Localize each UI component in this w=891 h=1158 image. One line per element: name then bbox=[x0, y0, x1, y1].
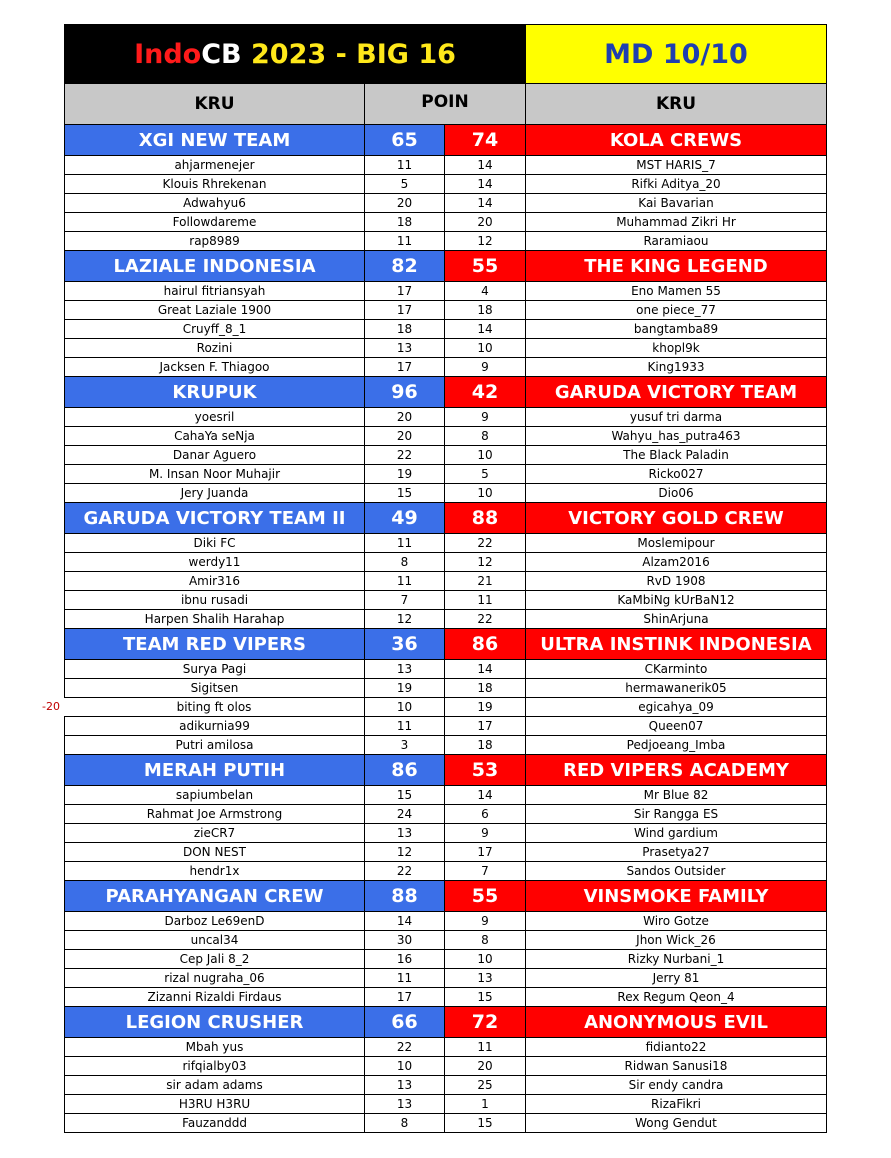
home-player-name: sapiumbelan bbox=[64, 786, 365, 804]
away-player-name: Queen07 bbox=[526, 717, 827, 735]
away-player-name: Wind gardium bbox=[526, 824, 827, 842]
home-player-points: 8 bbox=[365, 553, 445, 571]
away-player-name: RvD 1908 bbox=[526, 572, 827, 590]
away-player-points: 9 bbox=[445, 408, 526, 426]
home-player-name: Jacksen F. Thiagoo bbox=[64, 358, 365, 376]
match-list bbox=[42, 125, 827, 1133]
away-player-points: 13 bbox=[445, 969, 526, 987]
match-header-row bbox=[64, 881, 827, 912]
home-player-name: Harpen Shalih Harahap bbox=[64, 610, 365, 628]
away-player-points: 11 bbox=[445, 591, 526, 609]
away-team-name: ANONYMOUS EVIL bbox=[526, 1007, 827, 1037]
home-player-name: Adwahyu6 bbox=[64, 194, 365, 212]
home-player-name: CahaYa seNja bbox=[64, 427, 365, 445]
player-row bbox=[42, 698, 827, 717]
matchday-label: MD 10/10 bbox=[526, 25, 827, 83]
home-team-name: KRUPUK bbox=[64, 377, 365, 407]
player-row bbox=[64, 969, 827, 988]
away-player-name: Mr Blue 82 bbox=[526, 786, 827, 804]
home-player-points: 20 bbox=[365, 408, 445, 426]
away-player-points: 10 bbox=[445, 339, 526, 357]
home-player-points: 11 bbox=[365, 572, 445, 590]
player-row bbox=[64, 446, 827, 465]
home-player-points: 19 bbox=[365, 465, 445, 483]
home-player-points: 8 bbox=[365, 1114, 445, 1132]
player-row bbox=[64, 912, 827, 931]
player-row bbox=[64, 465, 827, 484]
home-player-name: Klouis Rhrekenan bbox=[64, 175, 365, 193]
away-team-name: KOLA CREWS bbox=[526, 125, 827, 155]
player-row bbox=[64, 950, 827, 969]
home-player-points: 13 bbox=[365, 1076, 445, 1094]
player-row bbox=[64, 805, 827, 824]
away-player-points: 22 bbox=[445, 610, 526, 628]
home-player-name: Great Laziale 1900 bbox=[64, 301, 365, 319]
home-player-name: H3RU H3RU bbox=[64, 1095, 365, 1113]
home-player-name: rizal nugraha_06 bbox=[64, 969, 365, 987]
home-team-name: LEGION CRUSHER bbox=[64, 1007, 365, 1037]
home-player-name: uncal34 bbox=[64, 931, 365, 949]
away-player-name: CKarminto bbox=[526, 660, 827, 678]
home-player-points: 22 bbox=[365, 862, 445, 880]
standings-sheet bbox=[42, 24, 827, 1133]
player-row bbox=[64, 610, 827, 629]
home-player-name: sir adam adams bbox=[64, 1076, 365, 1094]
home-team-score: 66 bbox=[365, 1007, 445, 1037]
home-player-points: 11 bbox=[365, 534, 445, 552]
player-row bbox=[64, 591, 827, 610]
player-row bbox=[64, 175, 827, 194]
home-player-points: 18 bbox=[365, 213, 445, 231]
player-row bbox=[64, 282, 827, 301]
away-player-name: MST HARIS_7 bbox=[526, 156, 827, 174]
away-player-name: Muhammad Zikri Hr bbox=[526, 213, 827, 231]
home-player-name: Putri amilosa bbox=[64, 736, 365, 754]
player-row bbox=[64, 320, 827, 339]
away-team-score: 74 bbox=[445, 125, 526, 155]
away-player-points: 6 bbox=[445, 805, 526, 823]
home-player-name: Danar Aguero bbox=[64, 446, 365, 464]
player-row bbox=[64, 156, 827, 175]
home-team-score: 36 bbox=[365, 629, 445, 659]
home-player-name: Amir316 bbox=[64, 572, 365, 590]
away-player-points: 1 bbox=[445, 1095, 526, 1113]
away-player-points: 7 bbox=[445, 862, 526, 880]
away-player-points: 11 bbox=[445, 1038, 526, 1056]
away-player-points: 8 bbox=[445, 931, 526, 949]
away-player-points: 21 bbox=[445, 572, 526, 590]
away-player-name: Rex Regum Qeon_4 bbox=[526, 988, 827, 1006]
away-player-name: Raramiaou bbox=[526, 232, 827, 250]
away-team-name: RED VIPERS ACADEMY bbox=[526, 755, 827, 785]
away-player-name: Ricko027 bbox=[526, 465, 827, 483]
away-player-name: Wahyu_has_putra463 bbox=[526, 427, 827, 445]
player-row bbox=[64, 824, 827, 843]
away-player-points: 18 bbox=[445, 301, 526, 319]
away-player-name: ShinArjuna bbox=[526, 610, 827, 628]
home-player-name: Cruyff_8_1 bbox=[64, 320, 365, 338]
home-player-points: 30 bbox=[365, 931, 445, 949]
away-player-points: 17 bbox=[445, 717, 526, 735]
home-player-points: 17 bbox=[365, 988, 445, 1006]
home-player-name: Zizanni Rizaldi Firdaus bbox=[64, 988, 365, 1006]
away-player-name: fidianto22 bbox=[526, 1038, 827, 1056]
home-player-points: 17 bbox=[365, 282, 445, 300]
away-player-name: Jhon Wick_26 bbox=[526, 931, 827, 949]
player-row bbox=[64, 194, 827, 213]
away-player-points: 12 bbox=[445, 553, 526, 571]
away-player-points: 20 bbox=[445, 213, 526, 231]
away-player-points: 14 bbox=[445, 175, 526, 193]
player-row bbox=[64, 301, 827, 320]
away-player-name: Wong Gendut bbox=[526, 1114, 827, 1132]
away-player-name: Rizky Nurbani_1 bbox=[526, 950, 827, 968]
title-season: 2023 - BIG 16 bbox=[241, 38, 456, 70]
away-player-points: 20 bbox=[445, 1057, 526, 1075]
away-player-name: one piece_77 bbox=[526, 301, 827, 319]
player-row bbox=[64, 534, 827, 553]
away-player-points: 10 bbox=[445, 446, 526, 464]
player-row bbox=[64, 232, 827, 251]
away-player-points: 9 bbox=[445, 824, 526, 842]
home-team-score: 65 bbox=[365, 125, 445, 155]
player-row bbox=[64, 717, 827, 736]
away-player-name: yusuf tri darma bbox=[526, 408, 827, 426]
home-player-points: 12 bbox=[365, 610, 445, 628]
title-indo: Indo bbox=[134, 38, 202, 70]
away-player-name: Prasetya27 bbox=[526, 843, 827, 861]
away-team-name: VICTORY GOLD CREW bbox=[526, 503, 827, 533]
home-player-name: Darboz Le69enD bbox=[64, 912, 365, 930]
home-player-name: Mbah yus bbox=[64, 1038, 365, 1056]
title-cb: CB bbox=[201, 38, 242, 70]
home-player-name: zieCR7 bbox=[64, 824, 365, 842]
home-player-name: hendr1x bbox=[64, 862, 365, 880]
away-player-name: Sir Rangga ES bbox=[526, 805, 827, 823]
away-team-score: 72 bbox=[445, 1007, 526, 1037]
home-player-points: 13 bbox=[365, 1095, 445, 1113]
home-team-score: 49 bbox=[365, 503, 445, 533]
away-player-name: Dio06 bbox=[526, 484, 827, 502]
home-player-name: adikurnia99 bbox=[64, 717, 365, 735]
away-player-name: Kai Bavarian bbox=[526, 194, 827, 212]
home-player-name: M. Insan Noor Muhajir bbox=[64, 465, 365, 483]
home-team-name: GARUDA VICTORY TEAM II bbox=[64, 503, 365, 533]
home-player-points: 11 bbox=[365, 232, 445, 250]
home-player-points: 20 bbox=[365, 194, 445, 212]
away-player-points: 22 bbox=[445, 534, 526, 552]
home-player-points: 5 bbox=[365, 175, 445, 193]
away-player-points: 8 bbox=[445, 427, 526, 445]
away-player-points: 14 bbox=[445, 320, 526, 338]
home-player-name: werdy11 bbox=[64, 553, 365, 571]
player-row bbox=[64, 679, 827, 698]
player-row bbox=[64, 843, 827, 862]
home-player-name: Sigitsen bbox=[64, 679, 365, 697]
header-kru-right: KRU bbox=[526, 84, 827, 124]
away-player-name: egicahya_09 bbox=[526, 698, 827, 716]
home-team-name: TEAM RED VIPERS bbox=[64, 629, 365, 659]
home-player-points: 20 bbox=[365, 427, 445, 445]
away-team-score: 53 bbox=[445, 755, 526, 785]
home-player-name: rifqialby03 bbox=[64, 1057, 365, 1075]
penalty-note: -20 bbox=[42, 700, 60, 713]
home-player-name: Rozini bbox=[64, 339, 365, 357]
player-row bbox=[64, 862, 827, 881]
away-player-points: 19 bbox=[445, 698, 526, 716]
home-player-name: ibnu rusadi bbox=[64, 591, 365, 609]
player-row bbox=[64, 572, 827, 591]
player-row bbox=[64, 660, 827, 679]
home-player-name: biting ft olos bbox=[64, 698, 365, 716]
away-player-name: Rifki Aditya_20 bbox=[526, 175, 827, 193]
home-player-points: 17 bbox=[365, 301, 445, 319]
away-team-score: 55 bbox=[445, 251, 526, 281]
home-player-name: Followdareme bbox=[64, 213, 365, 231]
match-header-row bbox=[64, 125, 827, 156]
header-poin: POIN bbox=[365, 84, 526, 124]
match-header-row bbox=[64, 755, 827, 786]
away-team-name: THE KING LEGEND bbox=[526, 251, 827, 281]
away-player-points: 14 bbox=[445, 156, 526, 174]
player-row bbox=[64, 339, 827, 358]
away-player-points: 9 bbox=[445, 358, 526, 376]
home-player-points: 22 bbox=[365, 446, 445, 464]
home-player-points: 22 bbox=[365, 1038, 445, 1056]
away-player-name: The Black Paladin bbox=[526, 446, 827, 464]
home-player-points: 13 bbox=[365, 339, 445, 357]
away-player-name: King1933 bbox=[526, 358, 827, 376]
away-player-name: Ridwan Sanusi18 bbox=[526, 1057, 827, 1075]
player-row bbox=[64, 484, 827, 503]
away-player-points: 15 bbox=[445, 988, 526, 1006]
player-row bbox=[64, 1114, 827, 1133]
away-team-score: 86 bbox=[445, 629, 526, 659]
home-player-name: ahjarmenejer bbox=[64, 156, 365, 174]
away-player-name: Sir endy candra bbox=[526, 1076, 827, 1094]
away-player-name: Wiro Gotze bbox=[526, 912, 827, 930]
home-player-name: Cep Jali 8_2 bbox=[64, 950, 365, 968]
away-player-points: 14 bbox=[445, 786, 526, 804]
away-player-points: 9 bbox=[445, 912, 526, 930]
away-player-points: 17 bbox=[445, 843, 526, 861]
away-player-points: 12 bbox=[445, 232, 526, 250]
home-player-points: 15 bbox=[365, 786, 445, 804]
home-player-points: 19 bbox=[365, 679, 445, 697]
home-team-score: 86 bbox=[365, 755, 445, 785]
home-team-name: LAZIALE INDONESIA bbox=[64, 251, 365, 281]
home-player-points: 16 bbox=[365, 950, 445, 968]
home-team-name: MERAH PUTIH bbox=[64, 755, 365, 785]
match-header-row bbox=[64, 377, 827, 408]
player-row bbox=[64, 358, 827, 377]
away-player-name: Pedjoeang_Imba bbox=[526, 736, 827, 754]
away-player-points: 10 bbox=[445, 950, 526, 968]
home-team-name: XGI NEW TEAM bbox=[64, 125, 365, 155]
title-row bbox=[64, 24, 827, 84]
home-player-points: 13 bbox=[365, 824, 445, 842]
away-player-name: khopl9k bbox=[526, 339, 827, 357]
header-row bbox=[64, 84, 827, 125]
league-title bbox=[64, 25, 526, 83]
away-player-points: 18 bbox=[445, 679, 526, 697]
away-player-points: 4 bbox=[445, 282, 526, 300]
away-player-points: 15 bbox=[445, 1114, 526, 1132]
home-team-score: 88 bbox=[365, 881, 445, 911]
match-header-row bbox=[64, 629, 827, 660]
header-kru-left: KRU bbox=[64, 84, 365, 124]
home-player-points: 14 bbox=[365, 912, 445, 930]
player-row bbox=[64, 427, 827, 446]
home-player-points: 11 bbox=[365, 969, 445, 987]
away-player-name: Alzam2016 bbox=[526, 553, 827, 571]
away-player-name: hermawanerik05 bbox=[526, 679, 827, 697]
away-team-score: 55 bbox=[445, 881, 526, 911]
home-player-name: Rahmat Joe Armstrong bbox=[64, 805, 365, 823]
home-player-name: Fauzanddd bbox=[64, 1114, 365, 1132]
home-team-score: 96 bbox=[365, 377, 445, 407]
home-player-points: 13 bbox=[365, 660, 445, 678]
home-player-points: 15 bbox=[365, 484, 445, 502]
away-team-name: VINSMOKE FAMILY bbox=[526, 881, 827, 911]
home-player-points: 11 bbox=[365, 156, 445, 174]
home-player-name: Surya Pagi bbox=[64, 660, 365, 678]
away-player-points: 14 bbox=[445, 194, 526, 212]
home-player-points: 10 bbox=[365, 1057, 445, 1075]
player-row bbox=[64, 1057, 827, 1076]
away-team-score: 42 bbox=[445, 377, 526, 407]
away-player-name: RizaFikri bbox=[526, 1095, 827, 1113]
home-player-points: 24 bbox=[365, 805, 445, 823]
away-player-name: Jerry 81 bbox=[526, 969, 827, 987]
home-player-points: 12 bbox=[365, 843, 445, 861]
home-player-name: Diki FC bbox=[64, 534, 365, 552]
home-player-points: 7 bbox=[365, 591, 445, 609]
away-player-points: 5 bbox=[445, 465, 526, 483]
player-row bbox=[64, 1038, 827, 1057]
away-player-name: Sandos Outsider bbox=[526, 862, 827, 880]
home-player-name: Jery Juanda bbox=[64, 484, 365, 502]
away-player-name: KaMbiNg kUrBaN12 bbox=[526, 591, 827, 609]
away-team-name: ULTRA INSTINK INDONESIA bbox=[526, 629, 827, 659]
match-header-row bbox=[64, 503, 827, 534]
player-row bbox=[64, 736, 827, 755]
player-row bbox=[64, 408, 827, 427]
away-player-points: 10 bbox=[445, 484, 526, 502]
home-team-score: 82 bbox=[365, 251, 445, 281]
match-header-row bbox=[64, 1007, 827, 1038]
match-header-row bbox=[64, 251, 827, 282]
player-row bbox=[64, 553, 827, 572]
home-player-points: 17 bbox=[365, 358, 445, 376]
home-player-points: 11 bbox=[365, 717, 445, 735]
home-team-name: PARAHYANGAN CREW bbox=[64, 881, 365, 911]
home-player-name: rap8989 bbox=[64, 232, 365, 250]
player-row bbox=[64, 931, 827, 950]
player-row bbox=[64, 988, 827, 1007]
away-player-name: Moslemipour bbox=[526, 534, 827, 552]
home-player-name: yoesril bbox=[64, 408, 365, 426]
away-team-name: GARUDA VICTORY TEAM bbox=[526, 377, 827, 407]
away-player-points: 14 bbox=[445, 660, 526, 678]
home-player-points: 18 bbox=[365, 320, 445, 338]
away-player-name: Eno Mamen 55 bbox=[526, 282, 827, 300]
player-row bbox=[64, 786, 827, 805]
home-player-points: 10 bbox=[365, 698, 445, 716]
player-row bbox=[64, 1095, 827, 1114]
player-row bbox=[64, 1076, 827, 1095]
away-player-points: 18 bbox=[445, 736, 526, 754]
away-player-points: 25 bbox=[445, 1076, 526, 1094]
player-row bbox=[64, 213, 827, 232]
home-player-points: 3 bbox=[365, 736, 445, 754]
away-team-score: 88 bbox=[445, 503, 526, 533]
home-player-name: hairul fitriansyah bbox=[64, 282, 365, 300]
home-player-name: DON NEST bbox=[64, 843, 365, 861]
away-player-name: bangtamba89 bbox=[526, 320, 827, 338]
